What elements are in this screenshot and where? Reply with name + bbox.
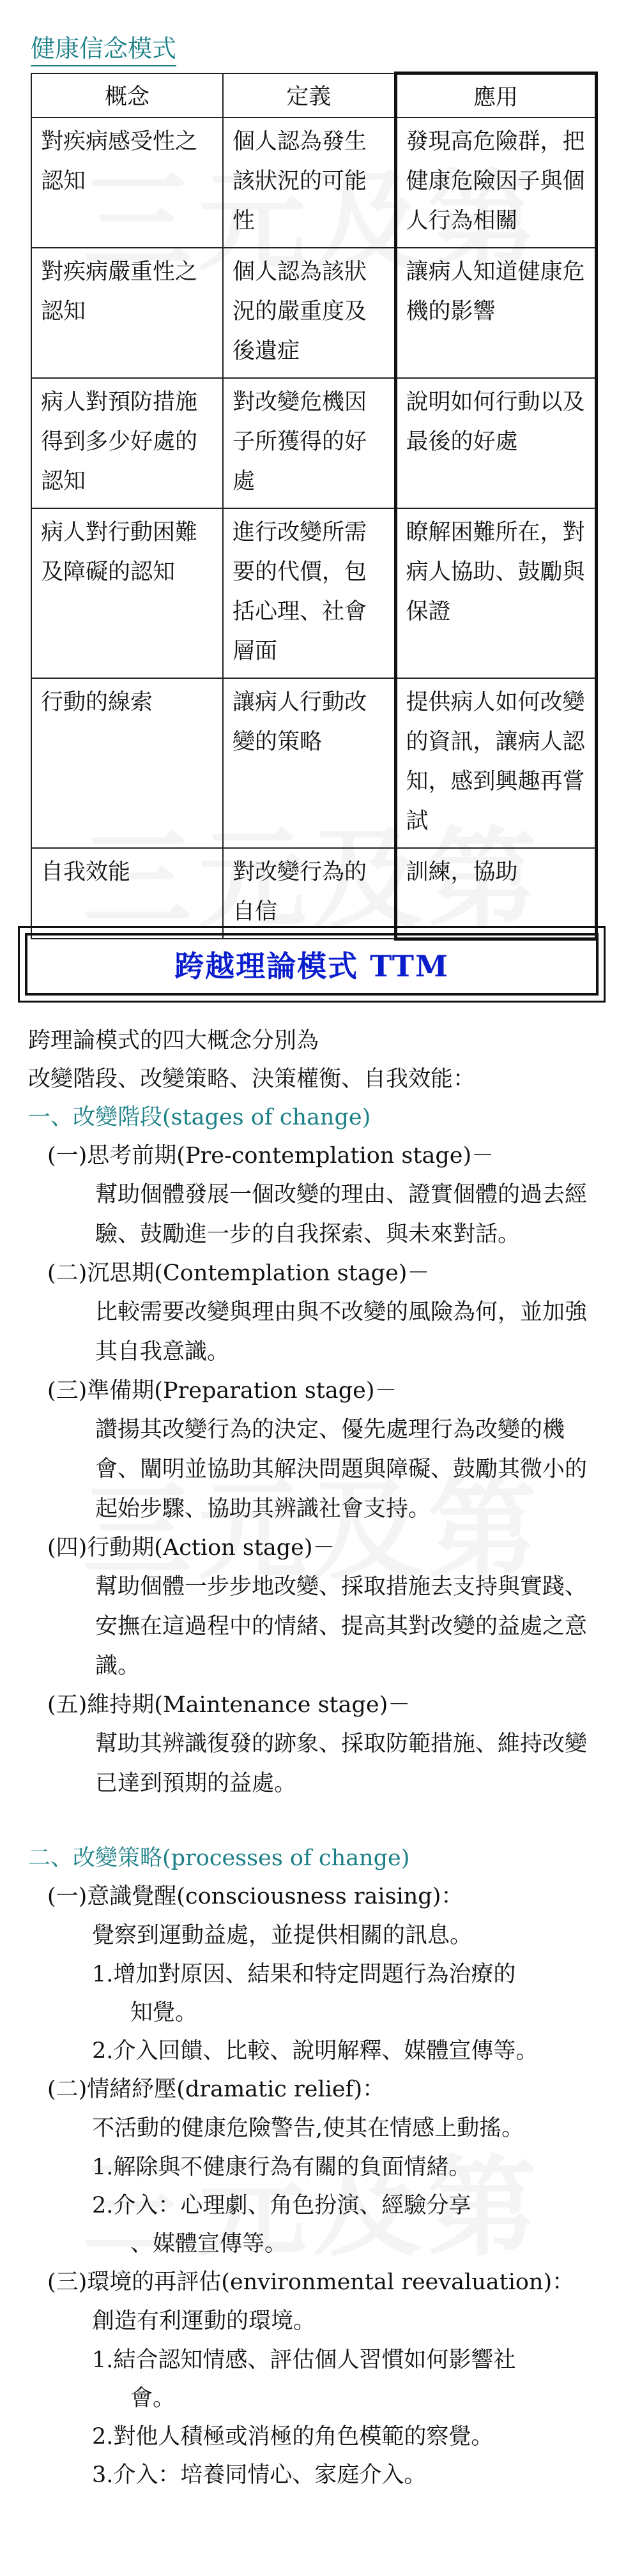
process-list-item: 2.介入回饋、比較、說明解釋、媒體宣傳等。	[92, 2038, 538, 2064]
process-list-item: 2.介入：心理劇、角色扮演、經驗分享	[92, 2193, 471, 2218]
cell-application: 提供病人如何改變的資訊，讓病人認知，感到興趣再嘗試	[395, 678, 596, 848]
process-list-item-cont: 、媒體宣傳等。	[130, 2231, 287, 2257]
process-list-item: 3.介入：培養同情心、家庭介入。	[92, 2462, 427, 2488]
header-concept: 概念	[31, 73, 223, 118]
hbm-row	[31, 248, 596, 378]
process-heading-consciousness: (一)意識覺醒(consciousness raising)：	[47, 1884, 464, 1909]
cell-concept: 行動的線索	[31, 678, 223, 848]
cell-concept: 對疾病嚴重性之認知	[31, 248, 223, 378]
cell-concept: 病人對行動困難及障礙的認知	[31, 508, 223, 678]
cell-application: 訓練，協助	[395, 848, 596, 939]
process-text-dramatic-relief: 不活動的健康危險警告,使其在情感上動搖。	[92, 2116, 524, 2141]
stage-heading-contemplation: (二)沉思期(Contemplation stage)－	[47, 1261, 430, 1286]
process-list-item: 1.結合認知情感、評估個人習慣如何影響社	[92, 2347, 516, 2373]
process-heading-environmental: (三)環境的再評估(environmental reevaluation)：	[47, 2269, 575, 2295]
ttm-intro-line-1: 跨理論模式的四大概念分別為	[28, 1028, 319, 1054]
stage-text-contemplation: 比較需要改變與理由與不改變的風險為何，並加強其自我意識。	[95, 1299, 588, 1365]
section-heading-stages: 一、改變階段(stages of change)	[28, 1105, 371, 1130]
process-text-environmental: 創造有利運動的環境。	[92, 2308, 316, 2334]
cell-application: 發現高危險群，把健康危險因子與個人行為相關	[395, 117, 596, 248]
hbm-row	[31, 378, 596, 508]
stage-heading-preparation: (三)準備期(Preparation stage)－	[47, 1378, 397, 1404]
hbm-title: 健康信念模式	[31, 33, 176, 66]
process-list-item: 1.增加對原因、結果和特定問題行為治療的	[92, 1962, 516, 1987]
hbm-row	[31, 508, 596, 678]
hbm-row	[31, 678, 596, 848]
process-list-item: 1.解除與不健康行為有關的負面情緒。	[92, 2155, 471, 2180]
header-application: 應用	[395, 73, 596, 118]
ttm-content	[28, 1022, 603, 2494]
cell-definition: 個人認為發生該狀況的可能性	[223, 117, 395, 248]
process-list-item: 2.對他人積極或消極的角色模範的察覺。	[92, 2424, 494, 2450]
process-heading-dramatic-relief: (二)情緒紓壓(dramatic relief)：	[47, 2077, 385, 2102]
cell-concept: 自我效能	[31, 848, 223, 939]
stage-text-action: 幫助個體一步步地改變、採取措施去支持與實踐、安撫在這過程中的情緒、提高其對改變的益處之意識。	[95, 1574, 588, 1679]
cell-concept: 病人對預防措施得到多少好處的認知	[31, 378, 223, 508]
section-gap	[28, 1803, 603, 1839]
hbm-table	[31, 72, 598, 941]
process-text-consciousness: 覺察到運動益處，並提供相關的訊息。	[92, 1923, 473, 1948]
stage-heading-precontemplation: (一)思考前期(Pre-contemplation stage)－	[47, 1143, 494, 1169]
process-list-item-cont: 知覺。	[130, 2000, 198, 2026]
stage-text-maintenance: 幫助其辨識復發的跡象、採取防範措施、維持改變已達到預期的益處。	[95, 1731, 588, 1796]
cell-definition: 個人認為該狀況的嚴重度及後遺症	[223, 248, 395, 378]
stage-text-precontemplation: 幫助個體發展一個改變的理由、證實個體的過去經驗、鼓勵進一步的自我探索、與未來對話。	[95, 1182, 588, 1247]
ttm-intro-line-2: 改變階段、改變策略、決策權衡、自我效能：	[28, 1066, 476, 1092]
ttm-title-box-inner	[25, 933, 599, 996]
cell-concept: 對疾病感受性之認知	[31, 117, 223, 248]
cell-definition: 對改變行為的自信	[223, 848, 395, 939]
cell-application: 說明如何行動以及最後的好處	[395, 378, 596, 508]
cell-definition: 進行改變所需要的代價，包括心理、社會層面	[223, 508, 395, 678]
stage-text-preparation: 讚揚其改變行為的決定、優先處理行為改變的機會、闡明並協助其解決問題與障礙、鼓勵其微小的起始步驟、協助其辨識社會支持。	[95, 1417, 588, 1522]
hbm-row	[31, 848, 596, 939]
header-definition: 定義	[223, 73, 395, 118]
ttm-title: 跨越理論模式 TTM	[174, 949, 449, 983]
stage-heading-action: (四)行動期(Action stage)－	[47, 1535, 335, 1561]
stage-heading-maintenance: (五)維持期(Maintenance stage)－	[47, 1692, 411, 1718]
cell-definition: 讓病人行動改變的策略	[223, 678, 395, 848]
section-heading-processes: 二、改變策略(processes of change)	[28, 1845, 410, 1871]
ttm-title-box	[18, 926, 606, 1003]
cell-definition: 對改變危機因子所獲得的好處	[223, 378, 395, 508]
process-list-item-cont: 會。	[130, 2386, 176, 2411]
hbm-row	[31, 117, 596, 248]
cell-application: 瞭解困難所在，對病人協助、鼓勵與保證	[395, 508, 596, 678]
cell-application: 讓病人知道健康危機的影響	[395, 248, 596, 378]
hbm-header-row	[31, 73, 596, 118]
